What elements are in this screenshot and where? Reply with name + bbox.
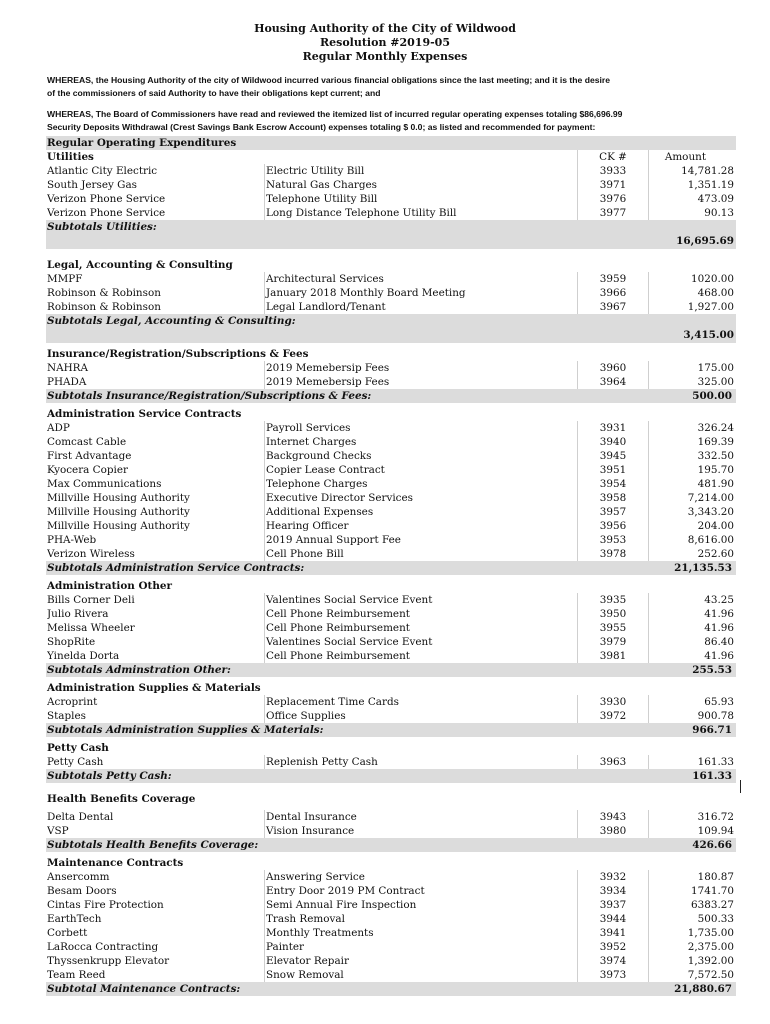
- sections-container: [46, 164, 736, 996]
- check-number-cell: 3953: [577, 533, 649, 547]
- subtotal-row: [46, 220, 736, 234]
- amount-cell: 481.90: [697, 478, 734, 490]
- vendor-cell: LaRocca Contracting: [47, 941, 159, 953]
- subtotal-row: [46, 838, 736, 852]
- vendor-cell: Millville Housing Authority: [47, 506, 190, 518]
- vendor-cell: Thyssenkrupp Elevator: [47, 955, 170, 967]
- vendor-cell: Atlantic City Electric: [47, 165, 158, 177]
- description-cell: Legal Landlord/Tenant: [264, 300, 596, 314]
- description-cell: Cell Phone Reimbursement: [264, 607, 596, 621]
- vendor-cell: NAHRA: [47, 362, 88, 374]
- description-cell: Telephone Charges: [264, 477, 596, 491]
- amount-cell: 175.00: [697, 362, 734, 374]
- vendor-cell: Delta Dental: [47, 811, 114, 823]
- vendor-cell: PHADA: [47, 376, 87, 388]
- document-subject: Regular Monthly Expenses: [302, 50, 468, 63]
- subtotal-row: [46, 561, 736, 575]
- table-row: [46, 505, 736, 519]
- subtotal-row: [46, 982, 736, 996]
- whereas-paragraph-2: [47, 108, 727, 134]
- vendor-cell: ShopRite: [47, 636, 96, 648]
- whereas-paragraph-1: [47, 74, 727, 100]
- main-heading: Regular Operating Expenditures: [46, 136, 736, 150]
- amount-cell: 180.87: [697, 871, 734, 883]
- subtotal-label: Subtotal Maintenance Contracts:: [47, 983, 241, 995]
- paragraph-line: of the commissioners of said Authority to have their obligations kept current; and: [47, 88, 381, 98]
- vendor-cell: PHA-Web: [47, 534, 97, 546]
- amount-cell: 326.24: [697, 422, 734, 434]
- admin-supplies-section: [46, 681, 736, 741]
- table-row: [46, 286, 736, 300]
- check-number-cell: 3978: [577, 547, 649, 561]
- check-number-cell: 3966: [577, 286, 649, 300]
- subtotal-row: [46, 663, 736, 677]
- vendor-cell: MMPF: [47, 273, 83, 285]
- description-cell: Payroll Services: [264, 421, 596, 435]
- description-cell: Executive Director Services: [264, 491, 596, 505]
- vendor-cell: Besam Doors: [47, 885, 117, 897]
- description-cell: Entry Door 2019 PM Contract: [264, 884, 596, 898]
- check-number-cell: 3972: [577, 709, 649, 723]
- vendor-cell: ADP: [47, 422, 70, 434]
- description-cell: Additional Expenses: [264, 505, 596, 519]
- amount-cell: 1020.00: [691, 273, 734, 285]
- subtotal-value: 3,415.00: [46, 328, 736, 343]
- table-row: [46, 884, 736, 898]
- check-number-cell: 3963: [577, 755, 649, 769]
- subtotal-row: [46, 769, 736, 783]
- description-cell: Semi Annual Fire Inspection: [264, 898, 596, 912]
- table-row: [46, 361, 736, 375]
- check-number-cell: 3941: [577, 926, 649, 940]
- table-row: [46, 547, 736, 561]
- amount-cell: 90.13: [704, 207, 734, 219]
- amount-cell: 8,616.00: [687, 534, 734, 546]
- table-row: [46, 695, 736, 709]
- section-title: Utilities: [47, 151, 94, 163]
- description-cell: 2019 Memebersip Fees: [264, 361, 596, 375]
- amount-cell: 43.25: [704, 594, 734, 606]
- amount-cell: 6383.27: [691, 899, 734, 911]
- description-cell: Architectural Services: [264, 272, 596, 286]
- vendor-cell: Yinelda Dorta: [47, 650, 120, 662]
- check-number-cell: 3977: [577, 206, 649, 220]
- spacer: [46, 249, 736, 258]
- admin-contracts-section: [46, 407, 736, 579]
- table-row: [46, 192, 736, 206]
- amount-cell: 109.94: [697, 825, 734, 837]
- check-number-cell: 3981: [577, 649, 649, 663]
- description-cell: Copier Lease Contract: [264, 463, 596, 477]
- check-number-cell: 3930: [577, 695, 649, 709]
- table-row: [46, 421, 736, 435]
- description-cell: Background Checks: [264, 449, 596, 463]
- admin-other-section: [46, 579, 736, 681]
- description-cell: Monthly Treatments: [264, 926, 596, 940]
- subtotal-label: Subtotals Health Benefits Coverage:: [47, 839, 259, 851]
- check-number-cell: 3940: [577, 435, 649, 449]
- vendor-cell: Ansercomm: [47, 871, 110, 883]
- amount-cell: 500.33: [697, 913, 734, 925]
- table-row: [46, 300, 736, 314]
- check-number-cell: 3967: [577, 300, 649, 314]
- vendor-cell: First Advantage: [47, 450, 132, 462]
- vendor-cell: Comcast Cable: [47, 436, 127, 448]
- amount-cell: 41.96: [704, 608, 734, 620]
- amount-cell: 41.96: [704, 622, 734, 634]
- table-row: [46, 533, 736, 547]
- check-number-cell: 3971: [577, 178, 649, 192]
- table-row: [46, 968, 736, 982]
- table-row: [46, 912, 736, 926]
- table-row: [46, 463, 736, 477]
- description-cell: Replacement Time Cards: [264, 695, 596, 709]
- paragraph-line: Security Deposits Withdrawal (Crest Savings Bank Escrow Account) expenses totaling $ 0.0; as listed and recommended for payment:: [47, 122, 596, 132]
- subtotal-label: Subtotals Insurance/Registration/Subscriptions & Fees:: [47, 390, 372, 402]
- table-row: [46, 375, 736, 389]
- amount-column-header: Amount: [664, 151, 706, 163]
- table-row: [46, 449, 736, 463]
- utilities-section: [46, 164, 736, 258]
- vendor-cell: Robinson & Robinson: [47, 301, 161, 313]
- table-row: [46, 635, 736, 649]
- description-cell: Trash Removal: [264, 912, 596, 926]
- check-number-cell: 3974: [577, 954, 649, 968]
- table-row: [46, 940, 736, 954]
- table-row: [46, 926, 736, 940]
- utilities-title-row: [46, 150, 736, 164]
- amount-cell: 1,927.00: [687, 301, 734, 313]
- amount-cell: 161.33: [697, 756, 734, 768]
- table-row: [46, 272, 736, 286]
- subtotal-value: 255.53: [692, 664, 732, 676]
- section-title: Administration Other: [47, 580, 172, 592]
- check-number-cell: 3955: [577, 621, 649, 635]
- table-row: [46, 593, 736, 607]
- subtotal-value: 21,135.53: [674, 562, 732, 574]
- subtotal-value: 161.33: [692, 770, 732, 782]
- subtotal-value: 500.00: [692, 390, 732, 402]
- amount-cell: 7,572.50: [687, 969, 734, 981]
- check-number-cell: 3945: [577, 449, 649, 463]
- check-number-cell: 3973: [577, 968, 649, 982]
- vendor-cell: South Jersey Gas: [47, 179, 137, 191]
- amount-cell: 1,351.19: [687, 179, 734, 191]
- description-cell: Dental Insurance: [264, 810, 596, 824]
- table-row: [46, 491, 736, 505]
- amount-cell: 1741.70: [691, 885, 734, 897]
- description-cell: Valentines Social Service Event: [264, 593, 596, 607]
- vendor-cell: Acroprint: [47, 696, 98, 708]
- check-number-cell: 3980: [577, 824, 649, 838]
- description-cell: Cell Phone Reimbursement: [264, 649, 596, 663]
- check-number-cell: 3958: [577, 491, 649, 505]
- health-section: [46, 792, 736, 856]
- table-row: [46, 709, 736, 723]
- table-row: [46, 607, 736, 621]
- vendor-cell: Melissa Wheeler: [47, 622, 135, 634]
- table-row: [46, 824, 736, 838]
- check-number-cell: 3943: [577, 810, 649, 824]
- table-row: [46, 435, 736, 449]
- subtotal-row: [46, 314, 736, 328]
- section-title: Administration Supplies & Materials: [47, 682, 261, 694]
- vendor-cell: Millville Housing Authority: [47, 520, 190, 532]
- vendor-cell: Millville Housing Authority: [47, 492, 190, 504]
- amount-cell: 3,343.20: [687, 506, 734, 518]
- insurance-section: [46, 347, 736, 407]
- description-cell: Answering Service: [264, 870, 596, 884]
- vendor-cell: Corbett: [47, 927, 88, 939]
- description-cell: Hearing Officer: [264, 519, 596, 533]
- check-number-cell: 3951: [577, 463, 649, 477]
- vendor-cell: Verizon Phone Service: [47, 207, 166, 219]
- expense-table: [46, 136, 736, 996]
- check-number-cell: 3956: [577, 519, 649, 533]
- table-row: [46, 519, 736, 533]
- vendor-cell: Verizon Phone Service: [47, 193, 166, 205]
- paragraph-line: WHEREAS, the Housing Authority of the city of Wildwood incurred various financial obligations since the last meeting; and it is the desire: [47, 75, 611, 85]
- vendor-cell: EarthTech: [47, 913, 102, 925]
- margin-mark: [740, 780, 741, 793]
- description-cell: Valentines Social Service Event: [264, 635, 596, 649]
- check-number-cell: 3957: [577, 505, 649, 519]
- check-number-cell: 3933: [577, 164, 649, 178]
- description-cell: Replenish Petty Cash: [264, 755, 596, 769]
- check-number-cell: 3931: [577, 421, 649, 435]
- check-number-cell: 3979: [577, 635, 649, 649]
- description-cell: Snow Removal: [264, 968, 596, 982]
- description-cell: Internet Charges: [264, 435, 596, 449]
- check-number-cell: 3934: [577, 884, 649, 898]
- section-title: Health Benefits Coverage: [47, 793, 196, 805]
- vendor-cell: Julio Rivera: [47, 608, 109, 620]
- table-row: [46, 164, 736, 178]
- subtotal-label: Subtotals Petty Cash:: [47, 770, 172, 782]
- table-row: [46, 621, 736, 635]
- check-number-cell: 3950: [577, 607, 649, 621]
- amount-cell: 252.60: [697, 548, 734, 560]
- subtotal-value: 21,880.67: [674, 983, 732, 995]
- subtotal-label: Subtotals Administration Service Contracts:: [47, 562, 305, 574]
- section-title: Maintenance Contracts: [47, 857, 184, 869]
- amount-cell: 473.09: [697, 193, 734, 205]
- check-number-cell: 3952: [577, 940, 649, 954]
- maintenance-section: [46, 856, 736, 996]
- vendor-cell: Max Communications: [47, 478, 162, 490]
- subtotal-row: [46, 723, 736, 737]
- authority-name: Housing Authority of the City of Wildwood: [254, 22, 516, 35]
- description-cell: Cell Phone Reimbursement: [264, 621, 596, 635]
- description-cell: Cell Phone Bill: [264, 547, 596, 561]
- vendor-cell: Verizon Wireless: [47, 548, 135, 560]
- amount-cell: 86.40: [704, 636, 734, 648]
- subtotal-row: [46, 389, 736, 403]
- section-title: Petty Cash: [47, 742, 109, 754]
- check-number-cell: 3944: [577, 912, 649, 926]
- description-cell: Vision Insurance: [264, 824, 596, 838]
- table-row: [46, 206, 736, 220]
- description-cell: 2019 Memebersip Fees: [264, 375, 596, 389]
- check-number-cell: 3932: [577, 870, 649, 884]
- section-title: Legal, Accounting & Consulting: [47, 259, 233, 271]
- description-cell: Electric Utility Bill: [264, 164, 596, 178]
- table-row: [46, 755, 736, 769]
- description-cell: Office Supplies: [264, 709, 596, 723]
- vendor-cell: Kyocera Copier: [47, 464, 128, 476]
- vendor-cell: VSP: [47, 825, 69, 837]
- amount-cell: 204.00: [697, 520, 734, 532]
- amount-cell: 41.96: [704, 650, 734, 662]
- vendor-cell: Petty Cash: [47, 756, 104, 768]
- check-number-cell: 3960: [577, 361, 649, 375]
- check-number-cell: 3964: [577, 375, 649, 389]
- spacer: [46, 783, 736, 792]
- ck-column-header: CK #: [577, 150, 649, 164]
- amount-cell: 14,781.28: [681, 165, 734, 177]
- vendor-cell: Robinson & Robinson: [47, 287, 161, 299]
- amount-cell: 900.78: [697, 710, 734, 722]
- resolution-number: Resolution #2019-05: [320, 36, 450, 49]
- table-row: [46, 477, 736, 491]
- description-cell: Telephone Utility Bill: [264, 192, 596, 206]
- description-cell: Long Distance Telephone Utility Bill: [264, 206, 596, 220]
- description-cell: 2019 Annual Support Fee: [264, 533, 596, 547]
- paragraph-line: WHEREAS, The Board of Commissioners have read and reviewed the itemized list of incurred regular operating expenses totaling $86,696.99: [47, 109, 623, 119]
- amount-cell: 468.00: [697, 287, 734, 299]
- petty-cash-section: [46, 741, 736, 792]
- amount-cell: 7,214.00: [687, 492, 734, 504]
- table-row: [46, 178, 736, 192]
- vendor-cell: Team Reed: [47, 969, 106, 981]
- subtotal-label: Subtotals Administration Supplies & Materials:: [47, 724, 324, 736]
- description-cell: Natural Gas Charges: [264, 178, 596, 192]
- amount-cell: 1,735.00: [687, 927, 734, 939]
- vendor-cell: Staples: [47, 710, 86, 722]
- document-header: [0, 0, 770, 64]
- description-cell: January 2018 Monthly Board Meeting: [264, 286, 596, 300]
- subtotal-label: Subtotals Legal, Accounting & Consulting:: [47, 315, 296, 327]
- subtotal-value: 426.66: [692, 839, 732, 851]
- subtotal-value: 16,695.69: [46, 234, 736, 249]
- check-number-cell: 3954: [577, 477, 649, 491]
- subtotal-label: Subtotals Adminstration Other:: [47, 664, 231, 676]
- table-row: [46, 898, 736, 912]
- amount-cell: 1,392.00: [687, 955, 734, 967]
- description-cell: Elevator Repair: [264, 954, 596, 968]
- check-number-cell: 3976: [577, 192, 649, 206]
- table-row: [46, 870, 736, 884]
- subtotal-label: Subtotals Utilities:: [47, 221, 157, 233]
- amount-cell: 332.50: [697, 450, 734, 462]
- amount-cell: 195.70: [697, 464, 734, 476]
- section-title: Insurance/Registration/Subscriptions & Fees: [47, 348, 309, 360]
- subtotal-value: 966.71: [692, 724, 732, 736]
- amount-cell: 169.39: [697, 436, 734, 448]
- amount-cell: 2,375.00: [687, 941, 734, 953]
- check-number-cell: 3935: [577, 593, 649, 607]
- check-number-cell: 3959: [577, 272, 649, 286]
- legal-section: [46, 258, 736, 347]
- table-row: [46, 649, 736, 663]
- amount-cell: 325.00: [697, 376, 734, 388]
- section-title: Administration Service Contracts: [47, 408, 242, 420]
- vendor-cell: Bills Corner Deli: [47, 594, 135, 606]
- description-cell: Painter: [264, 940, 596, 954]
- table-row: [46, 810, 736, 824]
- vendor-cell: Cintas Fire Protection: [47, 899, 164, 911]
- amount-cell: 65.93: [704, 696, 734, 708]
- amount-cell: 316.72: [697, 811, 734, 823]
- check-number-cell: 3937: [577, 898, 649, 912]
- table-row: [46, 954, 736, 968]
